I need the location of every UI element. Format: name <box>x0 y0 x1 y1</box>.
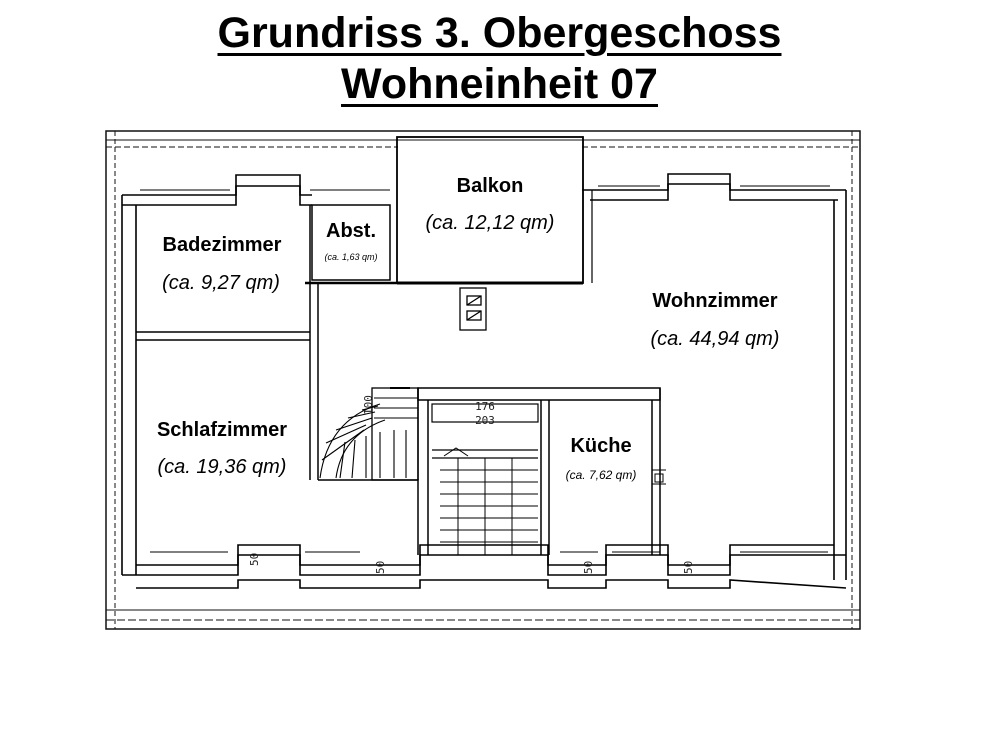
plan-title-text-2: Wohneinheit 07 <box>341 60 658 108</box>
room-area-abst: (ca. 1,63 qm) <box>324 252 378 262</box>
room-name-abst: Abst. <box>326 220 376 242</box>
room-area-badezimmer: (ca. 9,27 qm) <box>162 272 280 294</box>
window-annotation-3: 50 <box>582 560 595 574</box>
room-area-balkon: (ca. 12,12 qm) <box>425 212 555 234</box>
spiral-stair-annotation: 100 <box>362 395 375 415</box>
room-area-schlafzimmer: (ca. 19,36 qm) <box>157 456 287 478</box>
room-name-balkon: Balkon <box>456 175 524 197</box>
interior-walls <box>136 205 660 555</box>
plan-title-text-1: Grundriss 3. Obergeschoss <box>217 9 782 57</box>
room-name-badezimmer: Badezimmer <box>162 234 282 256</box>
stair-annotation-bottom: 203 <box>475 414 495 427</box>
window-annotation-1: 50 <box>248 552 261 566</box>
window-annotation-2: 50 <box>374 560 387 574</box>
window-annotation-4: 50 <box>682 560 695 574</box>
balcony-outline <box>397 137 592 283</box>
chimney <box>460 288 486 330</box>
room-name-schlafzimmer: Schlafzimmer <box>156 419 288 441</box>
stair-annotation-top: 176 <box>475 400 495 413</box>
room-area-kueche: (ca. 7,62 qm) <box>565 468 637 482</box>
room-name-wohnzimmer: Wohnzimmer <box>652 290 778 312</box>
room-area-wohnzimmer: (ca. 44,94 qm) <box>650 328 780 350</box>
kitchen-fixtures <box>652 470 666 484</box>
room-name-kueche: Küche <box>570 435 632 457</box>
